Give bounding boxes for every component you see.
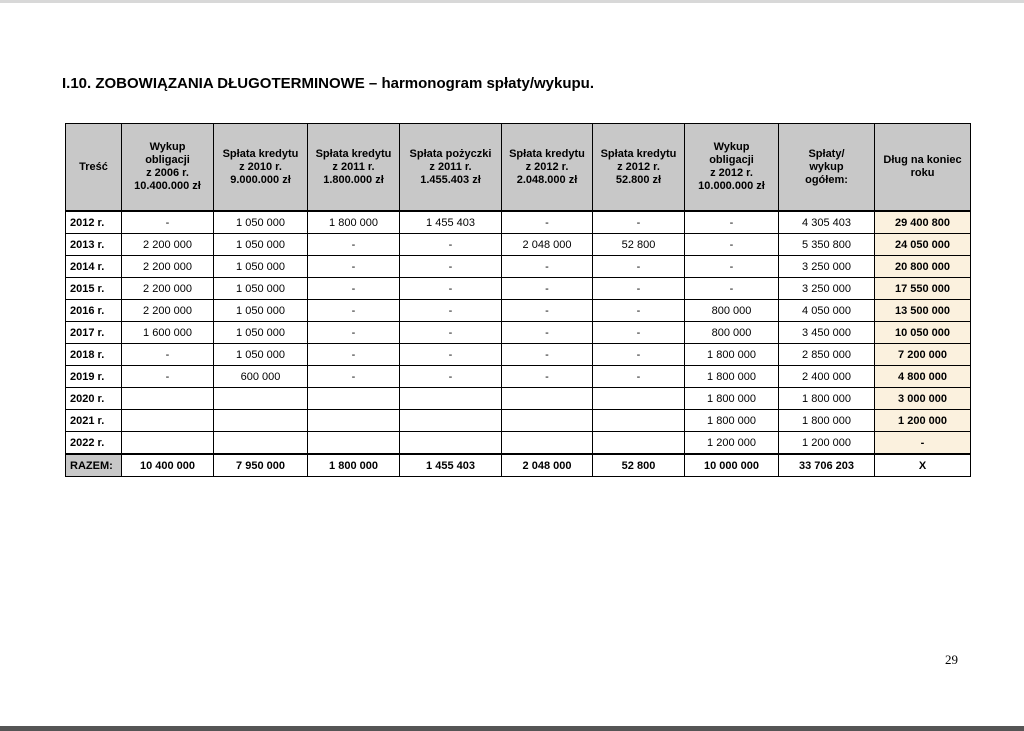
- value-cell: 7 950 000: [214, 454, 308, 477]
- value-cell: 2 200 000: [122, 234, 214, 256]
- column-header-line: Wykup: [713, 141, 750, 153]
- value-cell: 2 200 000: [122, 300, 214, 322]
- year-cell: 2017 r.: [66, 322, 122, 344]
- column-header-line: 9.000.000 zł: [230, 173, 291, 186]
- value-cell: 1 800 000: [685, 366, 779, 388]
- value-cell: [308, 432, 400, 455]
- value-cell: -: [308, 256, 400, 278]
- value-cell: 1 800 000: [779, 410, 875, 432]
- page-number: 29: [945, 652, 958, 667]
- value-cell: 3 000 000: [875, 388, 971, 410]
- year-cell: 2016 r.: [66, 300, 122, 322]
- year-cell: 2013 r.: [66, 234, 122, 256]
- value-cell: -: [593, 211, 685, 234]
- value-cell: -: [593, 300, 685, 322]
- table-row: [66, 432, 971, 455]
- value-cell: 24 050 000: [875, 234, 971, 256]
- value-cell: 1 050 000: [214, 256, 308, 278]
- column-header-1: [122, 124, 214, 212]
- column-header-line: z 2012 r.: [525, 160, 569, 173]
- column-header-line: 10.400.000 zł: [134, 180, 201, 192]
- column-header-line: ogółem:: [805, 173, 848, 186]
- value-cell: 20 800 000: [875, 256, 971, 278]
- value-cell: -: [875, 432, 971, 455]
- value-cell: -: [122, 366, 214, 388]
- value-cell: -: [685, 234, 779, 256]
- value-cell: [122, 388, 214, 410]
- value-cell: -: [308, 344, 400, 366]
- value-cell: -: [685, 278, 779, 300]
- value-cell: [593, 432, 685, 455]
- column-header-2: [214, 124, 308, 212]
- column-header-5: [502, 124, 593, 212]
- value-cell: [214, 388, 308, 410]
- repayment-schedule-table: [65, 123, 971, 477]
- value-cell: 1 050 000: [214, 278, 308, 300]
- value-cell: 4 305 403: [779, 211, 875, 234]
- column-header-line: Treść: [79, 160, 108, 173]
- value-cell: 2 200 000: [122, 256, 214, 278]
- value-cell: [308, 410, 400, 432]
- value-cell: -: [593, 366, 685, 388]
- column-header-line: Spłata kredytu: [509, 147, 585, 160]
- value-cell: -: [308, 322, 400, 344]
- column-header-line: 10.000.000 zł: [698, 180, 765, 192]
- value-cell: 1 050 000: [214, 322, 308, 344]
- value-cell: -: [502, 211, 593, 234]
- value-cell: [400, 388, 502, 410]
- value-cell: -: [400, 234, 502, 256]
- value-cell: 1 600 000: [122, 322, 214, 344]
- value-cell: [502, 432, 593, 455]
- value-cell: 7 200 000: [875, 344, 971, 366]
- column-header-7: [685, 124, 779, 212]
- column-header-line: z 2011 r.: [429, 160, 472, 173]
- value-cell: -: [308, 300, 400, 322]
- value-cell: -: [685, 256, 779, 278]
- value-cell: 3 250 000: [779, 278, 875, 300]
- table-body: [66, 211, 971, 477]
- value-cell: -: [400, 366, 502, 388]
- table-row: [66, 388, 971, 410]
- value-cell: 17 550 000: [875, 278, 971, 300]
- value-cell: 10 000 000: [685, 454, 779, 477]
- value-cell: -: [308, 234, 400, 256]
- table-row: [66, 344, 971, 366]
- value-cell: 10 050 000: [875, 322, 971, 344]
- table-row: [66, 278, 971, 300]
- value-cell: -: [593, 278, 685, 300]
- column-header-line: 1.800.000 zł: [323, 173, 384, 186]
- column-header-line: wykup: [809, 160, 844, 173]
- value-cell: -: [308, 366, 400, 388]
- value-cell: [214, 410, 308, 432]
- value-cell: 1 800 000: [685, 344, 779, 366]
- column-header-line: Spłata kredytu: [315, 147, 392, 160]
- value-cell: 13 500 000: [875, 300, 971, 322]
- value-cell: 1 800 000: [308, 211, 400, 234]
- year-cell: 2018 r.: [66, 344, 122, 366]
- column-header-3: [308, 124, 400, 212]
- column-header-line: Spłata pożyczki: [409, 147, 492, 160]
- value-cell: -: [593, 322, 685, 344]
- year-cell: 2015 r.: [66, 278, 122, 300]
- value-cell: 52 800: [593, 234, 685, 256]
- value-cell: 2 048 000: [502, 234, 593, 256]
- value-cell: [502, 388, 593, 410]
- value-cell: -: [502, 322, 593, 344]
- value-cell: 4 050 000: [779, 300, 875, 322]
- value-cell: 1 455 403: [400, 211, 502, 234]
- year-cell: 2020 r.: [66, 388, 122, 410]
- column-header-line: Dług na koniec: [883, 154, 962, 166]
- value-cell: 3 450 000: [779, 322, 875, 344]
- value-cell: 1 800 000: [685, 388, 779, 410]
- value-cell: 1 050 000: [214, 234, 308, 256]
- value-cell: 1 800 000: [779, 388, 875, 410]
- table-row: [66, 322, 971, 344]
- year-cell: 2014 r.: [66, 256, 122, 278]
- value-cell: -: [400, 300, 502, 322]
- column-header-line: Spłaty/: [808, 147, 845, 160]
- column-header-6: [593, 124, 685, 212]
- column-header-line: 1.455.403 zł: [420, 173, 481, 186]
- header-row: [66, 124, 971, 212]
- column-header-line: z 2006 r.: [146, 167, 189, 179]
- column-header-line: Spłata kredytu: [600, 147, 677, 160]
- value-cell: [214, 432, 308, 455]
- value-cell: -: [122, 211, 214, 234]
- column-header-line: obligacji: [145, 154, 190, 166]
- column-header-8: [779, 124, 875, 212]
- value-cell: -: [400, 344, 502, 366]
- value-cell: 10 400 000: [122, 454, 214, 477]
- value-cell: 1 050 000: [214, 211, 308, 234]
- section-title: I.10. ZOBOWIĄZANIA DŁUGOTERMINOWE – harmonogram spłaty/wykupu.: [62, 75, 594, 92]
- top-border-line: [0, 0, 1024, 3]
- year-cell: 2019 r.: [66, 366, 122, 388]
- value-cell: 1 200 000: [875, 410, 971, 432]
- column-header-line: 2.048.000 zł: [516, 173, 578, 186]
- value-cell: -: [502, 278, 593, 300]
- value-cell: 2 850 000: [779, 344, 875, 366]
- table-row: [66, 211, 971, 234]
- value-cell: -: [400, 322, 502, 344]
- value-cell: -: [308, 278, 400, 300]
- column-header-line: z 2010 r.: [239, 160, 282, 173]
- column-header-4: [400, 124, 502, 212]
- value-cell: -: [593, 256, 685, 278]
- column-header-line: z 2011 r.: [332, 160, 375, 173]
- value-cell: 2 200 000: [122, 278, 214, 300]
- value-cell: 4 800 000: [875, 366, 971, 388]
- value-cell: 600 000: [214, 366, 308, 388]
- total-row: [66, 454, 971, 477]
- value-cell: 1 050 000: [214, 344, 308, 366]
- column-header-line: Spłata kredytu: [222, 147, 299, 160]
- year-cell: 2012 r.: [66, 211, 122, 234]
- value-cell: X: [875, 454, 971, 477]
- value-cell: -: [502, 344, 593, 366]
- value-cell: [400, 410, 502, 432]
- value-cell: [308, 388, 400, 410]
- value-cell: -: [400, 256, 502, 278]
- value-cell: [122, 410, 214, 432]
- value-cell: 2 048 000: [502, 454, 593, 477]
- value-cell: [593, 388, 685, 410]
- year-cell: 2022 r.: [66, 432, 122, 455]
- table-row: [66, 256, 971, 278]
- total-label: RAZEM:: [66, 454, 122, 477]
- table-row: [66, 300, 971, 322]
- value-cell: 1 800 000: [685, 410, 779, 432]
- value-cell: 33 706 203: [779, 454, 875, 477]
- value-cell: [502, 410, 593, 432]
- value-cell: 2 400 000: [779, 366, 875, 388]
- value-cell: 29 400 800: [875, 211, 971, 234]
- table-row: [66, 366, 971, 388]
- value-cell: 1 200 000: [685, 432, 779, 455]
- value-cell: -: [502, 256, 593, 278]
- value-cell: -: [502, 300, 593, 322]
- bottom-border-line: [0, 726, 1024, 731]
- value-cell: -: [593, 344, 685, 366]
- value-cell: 1 050 000: [214, 300, 308, 322]
- value-cell: 1 455 403: [400, 454, 502, 477]
- value-cell: [593, 410, 685, 432]
- column-header-line: roku: [910, 167, 935, 179]
- value-cell: 800 000: [685, 300, 779, 322]
- value-cell: -: [685, 211, 779, 234]
- value-cell: -: [122, 344, 214, 366]
- table-row: [66, 234, 971, 256]
- column-header-line: 52.800 zł: [615, 173, 662, 186]
- column-header-line: Wykup: [149, 141, 186, 153]
- value-cell: 3 250 000: [779, 256, 875, 278]
- value-cell: 1 200 000: [779, 432, 875, 455]
- value-cell: 5 350 800: [779, 234, 875, 256]
- column-header-line: z 2012 r.: [617, 160, 660, 173]
- value-cell: [400, 432, 502, 455]
- value-cell: -: [502, 366, 593, 388]
- column-header-9: [875, 124, 971, 212]
- table-row: [66, 410, 971, 432]
- column-header-line: z 2012 r.: [710, 167, 753, 179]
- column-header-line: obligacji: [709, 154, 754, 166]
- value-cell: [122, 432, 214, 455]
- year-cell: 2021 r.: [66, 410, 122, 432]
- value-cell: 1 800 000: [308, 454, 400, 477]
- column-header-0: [66, 124, 122, 212]
- value-cell: 52 800: [593, 454, 685, 477]
- value-cell: -: [400, 278, 502, 300]
- value-cell: 800 000: [685, 322, 779, 344]
